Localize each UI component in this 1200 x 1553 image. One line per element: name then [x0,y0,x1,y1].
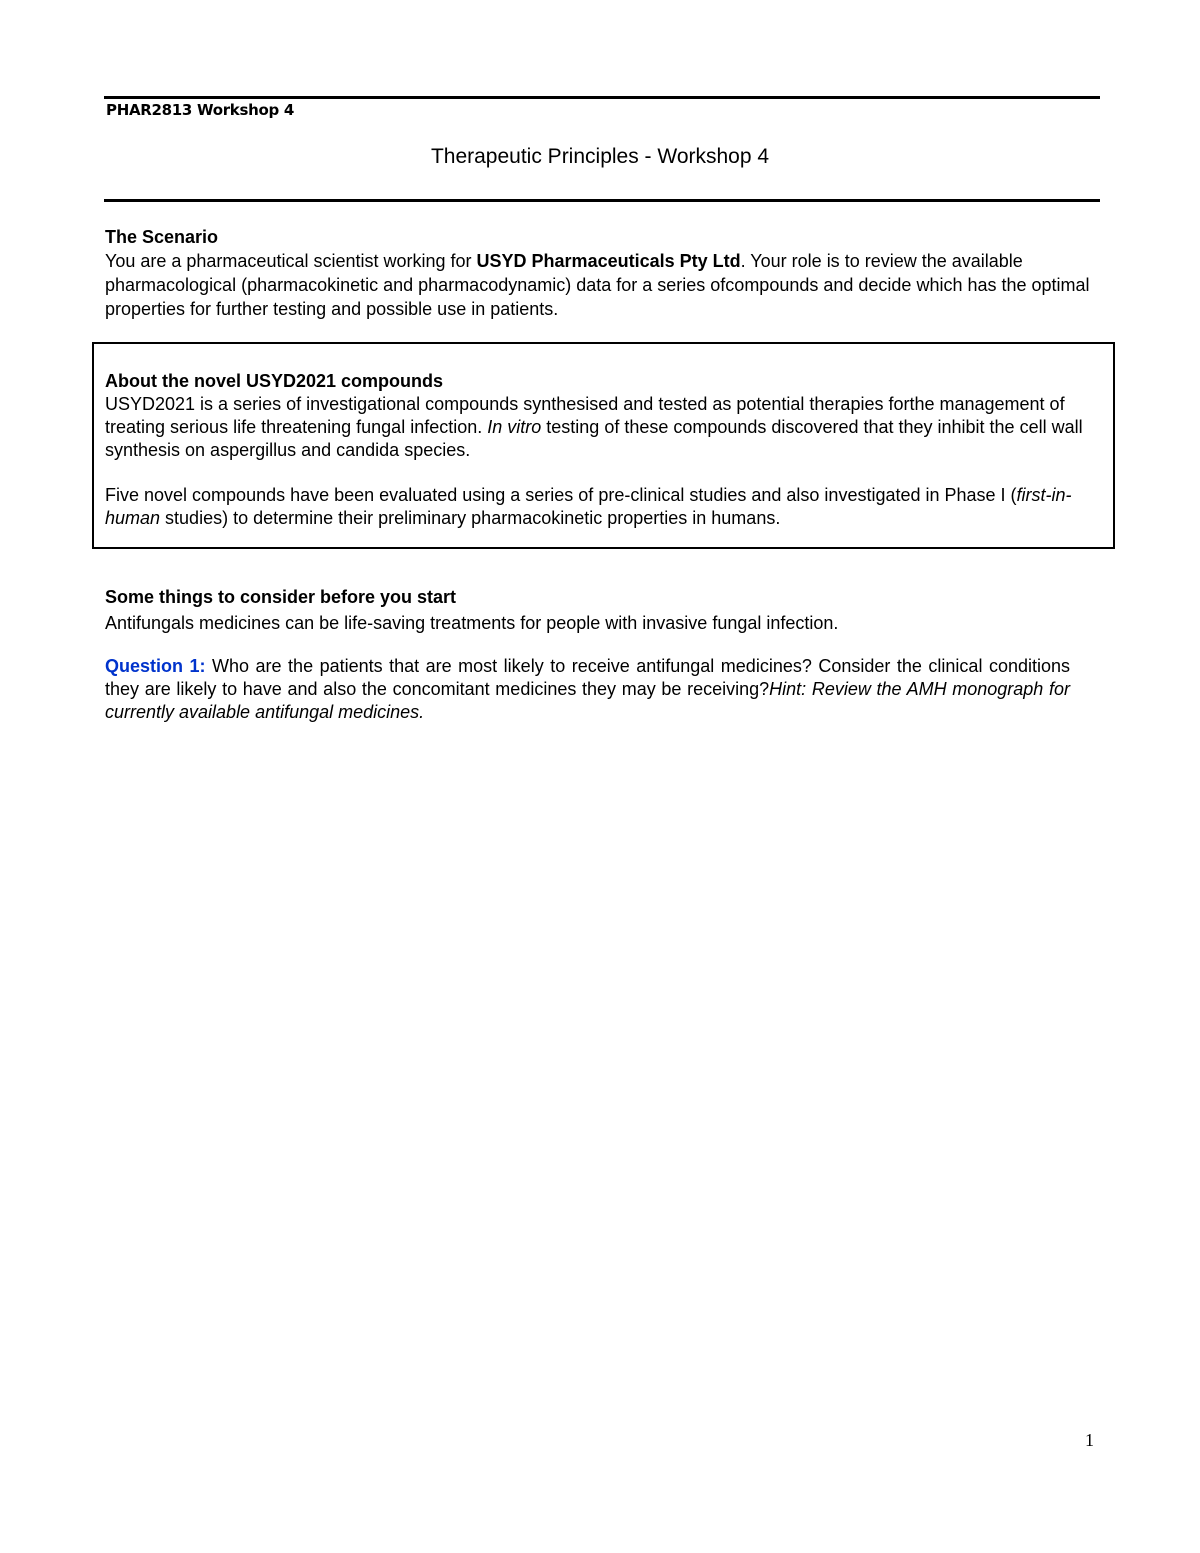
about-paragraph-2 [105,484,1109,530]
consider-heading: Some things to consider before you start [105,587,457,607]
scenario-text-rest: . Your role is to review the available pharmacological (pharmacokinetic and pharmacodynamic) data for a series ofcompounds and decide which has the optimal properties for further testing and possible use in patients. [105,251,1090,319]
header-top-rule [104,96,1100,99]
question-1-label: Question 1: [105,656,206,676]
scenario-text-intro: You are a pharmaceutical scientist working for [105,251,477,271]
about-heading: About the novel USYD2021 compounds [105,371,444,391]
page-number: 1 [1085,1430,1094,1450]
question-1-hint: Hint: Review the AMH monograph for currently available antifungal medicines. [105,679,1070,722]
document-title: Therapeutic Principles - Workshop 4 [430,145,770,168]
question-1-section [105,655,1070,724]
about-paragraph-1 [105,393,1109,462]
consider-section [105,585,1095,635]
about-p1-intro: USYD2021 is a series of investigational compounds synthesised and tested as potential therapies forthe management of treating serious life threatening fungal infection. [105,394,1065,437]
scenario-section [105,225,1095,321]
about-p1-rest: testing of these compounds discovered that they inhibit the cell wall synthesis on aspergillus and candida species. [105,417,1083,460]
first-in-human-term: first-in-human [105,485,1072,528]
about-p2-rest: studies) to determine their preliminary pharmacokinetic properties in humans. [160,508,781,528]
paragraph-gap [105,462,1109,484]
scenario-text [105,249,1095,321]
course-label: PHAR2813 Workshop 4 [106,101,294,119]
about-compounds-content [105,370,1109,530]
question-1-body: Who are the patients that are most likely to receive antifungal medicines? Consider the clinical conditions they are likely to have and also the concomitant medicines they may be receiving? [105,656,1070,699]
about-compounds-box [92,342,1115,549]
header-bottom-rule [104,199,1100,202]
question-1-text [105,655,1070,724]
consider-text: Antifungals medicines can be life-saving treatments for people with invasive fungal infection. [105,613,839,633]
about-p2-intro: Five novel compounds have been evaluated using a series of pre-clinical studies and also investigated in Phase I ( [105,485,1017,505]
scenario-heading: The Scenario [105,227,219,247]
in-vitro-term: In vitro [487,417,542,437]
company-name: USYD Pharmaceuticals Pty Ltd [476,251,741,271]
